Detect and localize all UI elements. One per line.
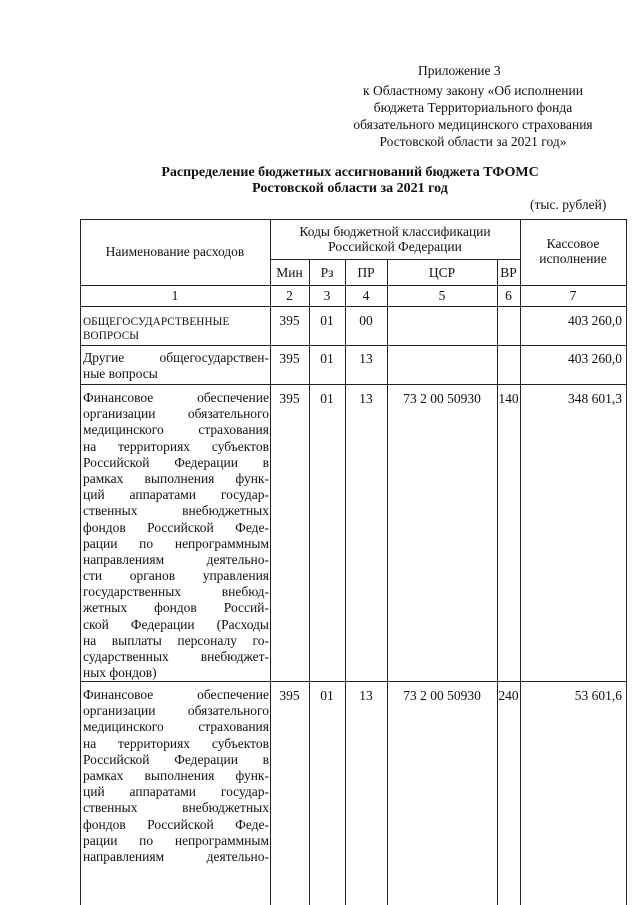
units-label: (тыс. рублей) <box>530 197 607 212</box>
row-name-line: на территориях субъектов <box>83 735 269 751</box>
row-amount: 403 260,0 <box>568 351 622 366</box>
row-name-line: ской Федерации (Расходы <box>83 616 269 632</box>
row-name-line: на территориях субъектов <box>83 438 269 454</box>
row-name-line: организации обязательного <box>83 703 269 719</box>
header-exec-line: исполнение <box>539 251 607 266</box>
column-number: 1 <box>171 288 179 303</box>
row-min: 395 <box>279 351 300 366</box>
row-name-line: ные вопросы <box>83 366 158 382</box>
appendix-line: к Областному закону «Об исполнении <box>363 83 583 98</box>
row-name-line: ственных внебюджетных <box>83 800 269 816</box>
row-name-line: медицинского страхования <box>83 719 269 735</box>
header-name: Наименование расходов <box>105 244 245 259</box>
row-name <box>83 350 269 382</box>
row-name-line: ОБЩЕГОСУДАРСТВЕННЫЕ <box>83 316 230 328</box>
row-divider <box>80 384 627 385</box>
row-name-line: сти органов управления <box>83 568 269 584</box>
header-csr: ЦСР <box>428 265 456 280</box>
row-amount: 403 260,0 <box>568 313 622 328</box>
column-divider <box>497 259 498 905</box>
row-name-line: сударственных внебюджет- <box>83 649 269 664</box>
column-numbers-bottom-line <box>80 306 627 307</box>
row-pr: 13 <box>359 391 373 406</box>
row-name-line: фондов Российской Феде- <box>83 816 269 832</box>
row-min: 395 <box>279 688 300 703</box>
row-name-line: ций аппаратами государ- <box>83 487 269 503</box>
row-pr: 00 <box>359 313 373 328</box>
row-rz: 01 <box>320 313 334 328</box>
table-border-left <box>80 219 81 905</box>
header-codes-line: Российской Федерации <box>328 239 462 254</box>
row-rz: 01 <box>320 351 334 366</box>
row-csr: 73 2 00 50930 <box>403 391 481 406</box>
header-codes-line: Коды бюджетной классификации <box>299 224 491 239</box>
row-min: 395 <box>279 391 300 406</box>
header-exec-line: Кассовое <box>546 236 600 251</box>
row-name-line: Другие общегосударствен- <box>83 350 269 365</box>
row-name-line: рации по непрограммным <box>83 832 269 848</box>
row-name-line: государственных внебюд- <box>83 584 269 600</box>
table-border-top <box>80 219 627 220</box>
row-rz: 01 <box>320 391 334 406</box>
row-name-line: ВОПРОСЫ <box>83 330 140 342</box>
document-title-line: Ростовской области за 2021 год <box>252 181 448 196</box>
row-name-line: ций аппаратами государ- <box>83 784 269 800</box>
row-name-line: организации обязательного <box>83 406 269 422</box>
header-bottom-line <box>80 285 627 286</box>
document-title-line: Распределение бюджетных ассигнований бюджета ТФОМС <box>161 165 539 180</box>
column-number: 2 <box>286 288 293 303</box>
row-name-line: медицинского страхования <box>83 422 269 438</box>
row-name-line: Российской Федерации в <box>83 751 269 767</box>
column-number: 4 <box>362 288 370 303</box>
row-name-line: на выплаты персоналу го- <box>83 632 269 648</box>
appendix-line: бюджета Территориального фонда <box>373 100 573 115</box>
row-divider <box>80 345 627 346</box>
header-min: Мин <box>276 265 303 280</box>
row-name <box>83 390 269 681</box>
column-number: 5 <box>438 288 446 303</box>
table-border-right <box>626 219 627 905</box>
column-divider <box>387 259 388 905</box>
row-name-line: Финансовое обеспечение <box>83 390 269 405</box>
appendix-title: Приложение 3 <box>418 63 501 78</box>
row-name-line: рамках выполнения функ- <box>83 767 269 783</box>
row-name-line: ных фондов) <box>83 665 157 681</box>
header-vr: ВР <box>500 265 517 280</box>
appendix-line: обязательного медицинского страхования <box>353 117 593 132</box>
row-pr: 13 <box>359 351 373 366</box>
row-csr: 73 2 00 50930 <box>403 688 481 703</box>
row-name-line: рамках выполнения функ- <box>83 470 269 486</box>
column-number: 6 <box>505 288 512 303</box>
row-amount: 348 601,3 <box>568 391 622 406</box>
row-vr: 140 <box>498 391 519 406</box>
row-name-line: жетных фондов Россий- <box>83 600 269 616</box>
row-rz: 01 <box>320 688 334 703</box>
column-number: 3 <box>323 288 331 303</box>
column-number: 7 <box>569 288 577 303</box>
row-pr: 13 <box>359 688 373 703</box>
row-name-line: ственных внебюджетных <box>83 503 269 519</box>
row-name-line: Российской Федерации в <box>83 454 269 470</box>
row-name-line: направлениям деятельно- <box>83 551 269 567</box>
row-min: 395 <box>279 313 300 328</box>
row-name <box>83 687 269 865</box>
row-vr: 240 <box>498 688 519 703</box>
header-rz: Рз <box>320 265 334 280</box>
row-name-line: Финансовое обеспечение <box>83 687 269 702</box>
row-name-line: фондов Российской Феде- <box>83 519 269 535</box>
appendix-line: Ростовской области за 2021 год» <box>379 134 567 149</box>
budget-table <box>80 219 627 905</box>
header-pr: ПР <box>357 265 375 280</box>
codes-header-divider <box>270 259 520 260</box>
row-name-line: рации по непрограммным <box>83 535 269 551</box>
row-amount: 53 601,6 <box>574 688 622 703</box>
row-name-line: направлениям деятельно- <box>83 848 269 864</box>
